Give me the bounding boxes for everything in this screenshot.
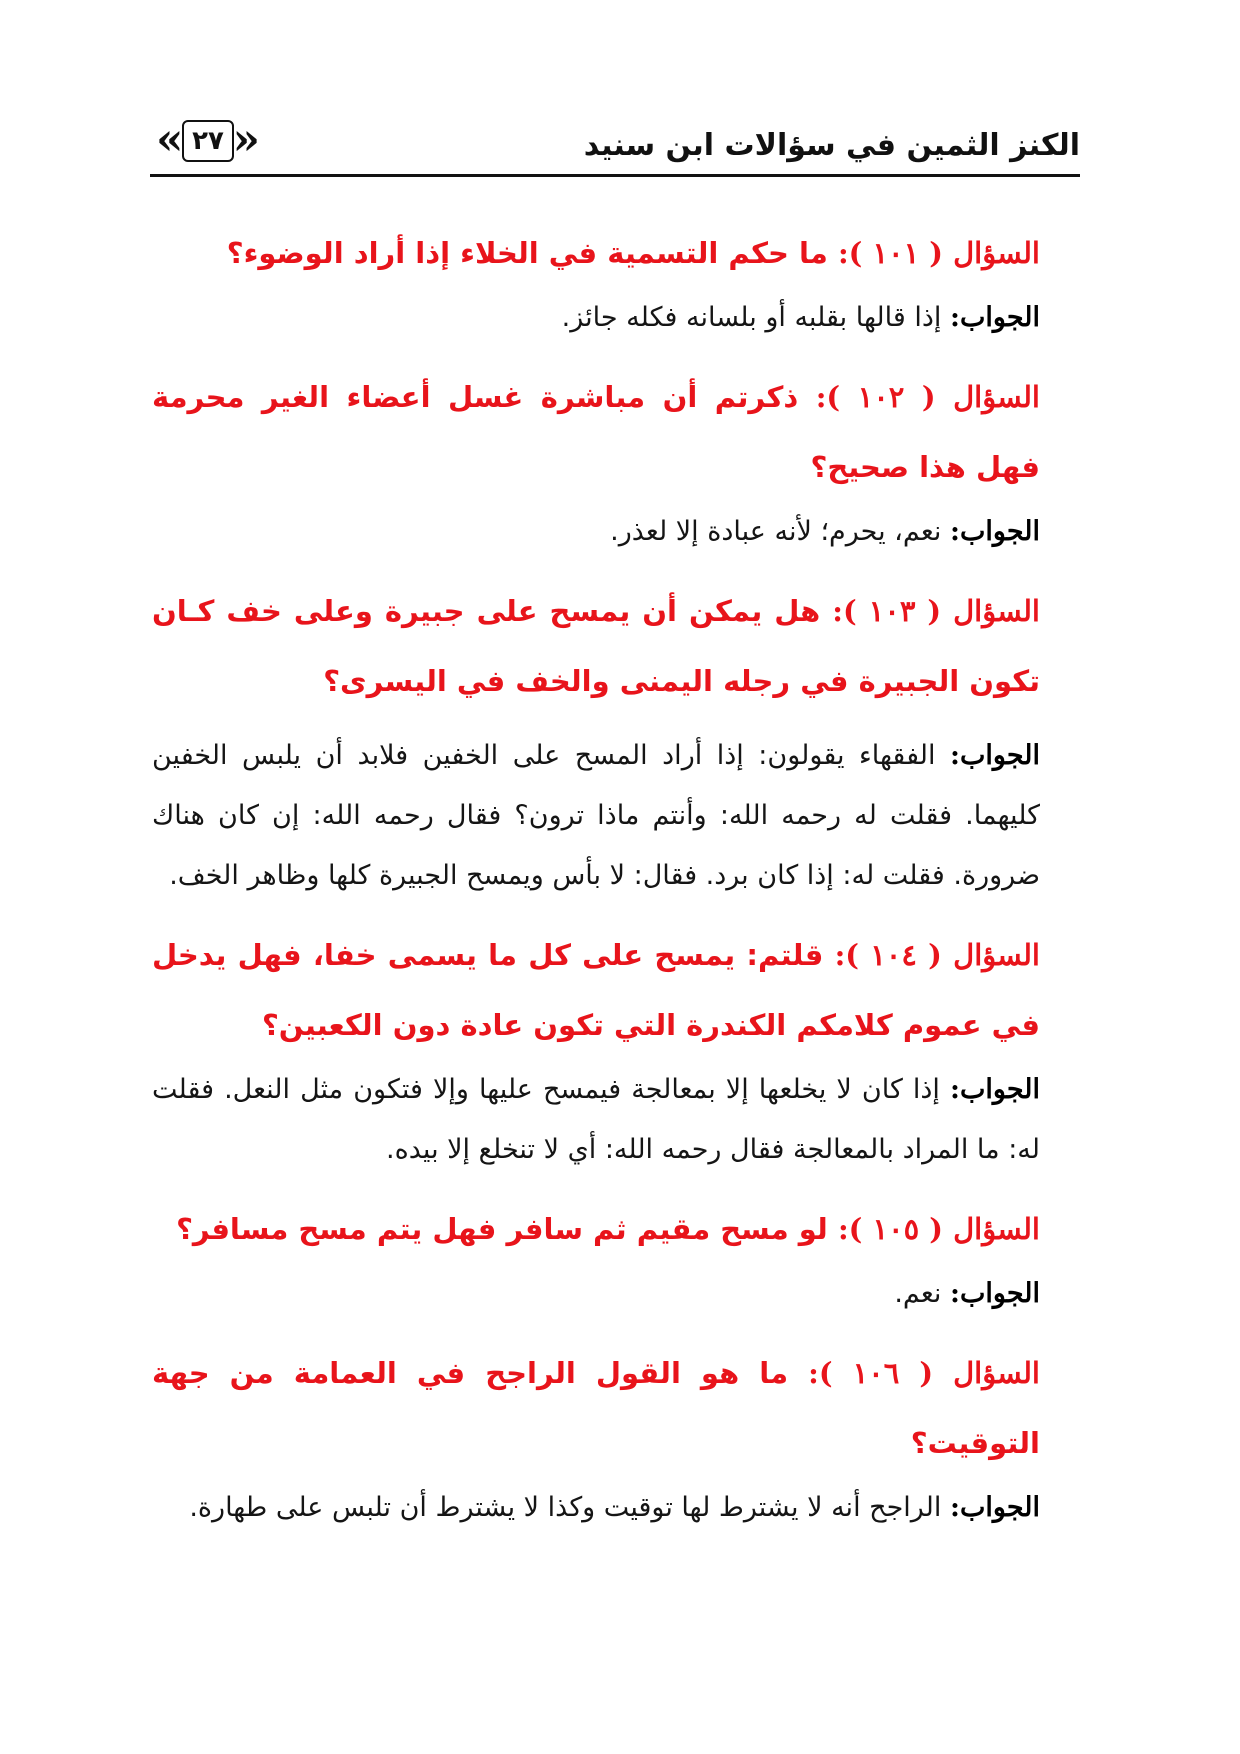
- question-text: لو مسح مقيم ثم سافر فهل يتم مسح مسافر؟: [176, 1212, 828, 1246]
- answer: [152, 726, 1080, 906]
- question-text: ما حكم التسمية في الخلاء إذا أراد الوضوء؟: [226, 236, 828, 270]
- question-text: ذكرتم أن مباشرة غسل أعضاء الغير محرمة فهل هذا صحيح؟: [152, 380, 1040, 484]
- ornament-bracket-left: «: [156, 114, 184, 165]
- qa-item: [152, 920, 1080, 1180]
- question-text: قلتم: يمسح على كل ما يسمى خفا، فهل يدخل في عموم كلامكم الكندرة التي تكون عادة دون الكعبين؟: [152, 938, 1040, 1042]
- question-number: السؤال ( ١٠٤ ):: [834, 938, 1040, 972]
- answer-label: الجواب:: [950, 1278, 1040, 1309]
- answer: [152, 1060, 1080, 1180]
- page-header: [150, 108, 1080, 178]
- answer-text: الفقهاء يقولون: إذا أراد المسح على الخفين فلابد أن يلبس الخفين كليهما. فقلت له رحمه الله: وأنتم ماذا ترون؟ فقال رحمه الله: إن كان هناك ضرورة. فقلت له: إذا كان برد. فقال: لا بأس ويمسح الجبيرة كلها وظاهر الخف.: [152, 740, 1040, 891]
- page-number: ٢٧: [182, 120, 234, 162]
- answer-label: الجواب:: [950, 516, 1040, 547]
- header-rule: [150, 174, 1080, 177]
- answer-text: الراجح أنه لا يشترط لها توقيت وكذا لا يشترط أن تلبس على طهارة.: [189, 1492, 942, 1523]
- question: [152, 920, 1080, 1060]
- ornament-bracket-right: »: [232, 114, 260, 165]
- answer: [152, 1264, 1080, 1324]
- question: [152, 576, 1080, 716]
- question: [152, 218, 1080, 288]
- answer-label: الجواب:: [950, 740, 1040, 771]
- answer-label: الجواب:: [950, 1074, 1040, 1105]
- question-number: السؤال ( ١٠٣ ):: [832, 594, 1040, 628]
- qa-content: [152, 218, 1080, 1538]
- running-title: الكنز الثمين في سؤالات ابن سنيد: [583, 128, 1080, 163]
- answer-text: نعم.: [894, 1278, 942, 1309]
- answer-text: إذا قالها بقلبه أو بلسانه فكله جائز.: [561, 302, 942, 333]
- question-number: السؤال ( ١٠٢ ):: [815, 380, 1040, 414]
- question: [152, 1338, 1080, 1478]
- question-number: السؤال ( ١٠١ ):: [837, 236, 1040, 270]
- answer-text: إذا كان لا يخلعها إلا بمعالجة فيمسح عليها وإلا فتكون مثل النعل. فقلت له: ما المراد بالمعالجة فقال رحمه الله: أي لا تنخلع إلا بيده.: [152, 1074, 1040, 1165]
- question-text: ما هو القول الراجح في العمامة من جهة التوقيت؟: [152, 1356, 1040, 1460]
- answer: [152, 288, 1080, 348]
- page-number-ornament: [156, 116, 260, 164]
- answer: [152, 1478, 1080, 1538]
- question: [152, 1194, 1080, 1264]
- qa-item: [152, 576, 1080, 906]
- qa-item: [152, 218, 1080, 348]
- question-number: السؤال ( ١٠٥ ):: [837, 1212, 1040, 1246]
- question-text: هل يمكن أن يمسح على جبيرة وعلى خف كـان تكون الجبيرة في رجله اليمنى والخف في اليسرى؟: [152, 594, 1040, 698]
- answer: [152, 502, 1080, 562]
- question-number: السؤال ( ١٠٦ ):: [808, 1356, 1040, 1390]
- answer-label: الجواب:: [950, 1492, 1040, 1523]
- qa-item: [152, 1338, 1080, 1538]
- qa-item: [152, 362, 1080, 562]
- answer-text: نعم، يحرم؛ لأنه عبادة إلا لعذر.: [610, 516, 942, 547]
- answer-label: الجواب:: [950, 302, 1040, 333]
- qa-item: [152, 1194, 1080, 1324]
- question: [152, 362, 1080, 502]
